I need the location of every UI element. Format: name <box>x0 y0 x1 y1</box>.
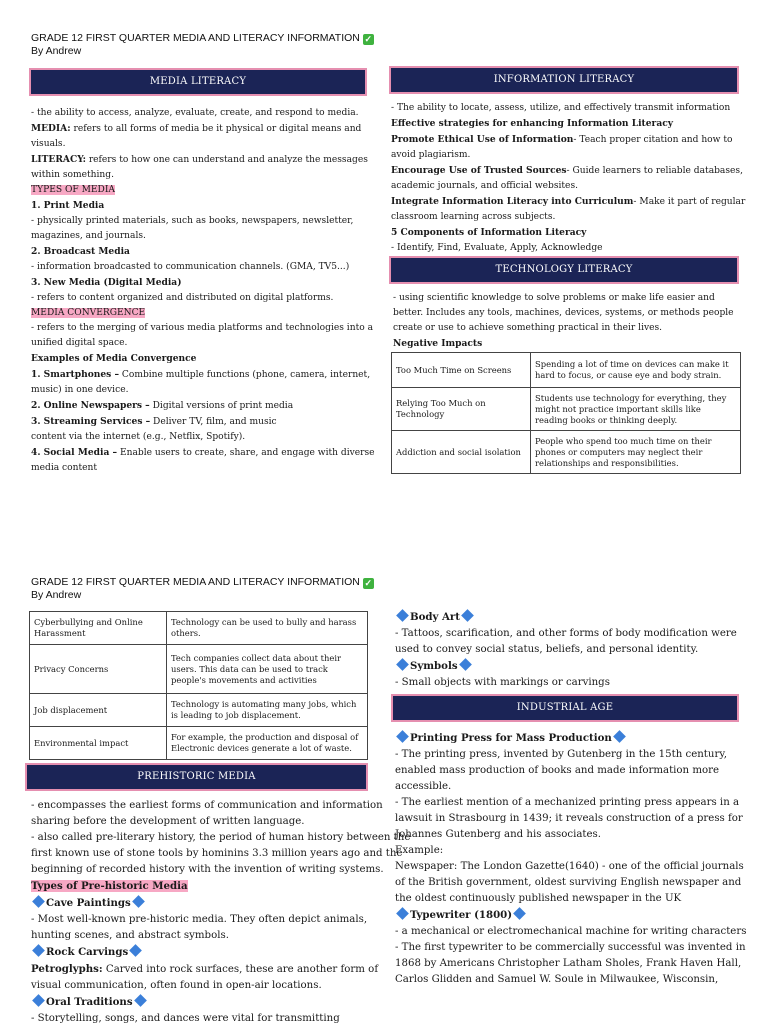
ml-line: within something. <box>31 170 114 180</box>
ml-media-def: refers to all forms of media be it physical or digital means and <box>73 124 362 134</box>
page1-header-title: GRADE 12 FIRST QUARTER MEDIA AND LITERACY INFORMATION <box>31 32 360 44</box>
ia-line: lawsuit in Strasbourg in 1439; it reveals construction of a press for <box>395 813 743 824</box>
table-row: Addiction and social isolation People who spend too much time on their phones or computers may neglect their relationships and responsibilities. <box>392 431 741 474</box>
ph-line: hunting scenes, and abstract symbols. <box>31 930 229 941</box>
media-literacy-body <box>31 106 375 476</box>
ph-line: - also called pre-literary history, the period of human history between the <box>31 832 411 843</box>
ia-line: enabled mass production of books and made information more <box>395 765 720 776</box>
diamond-icon <box>396 658 409 671</box>
ph-line: first known use of stone tools by hominins 3.3 million years ago and the <box>31 848 403 859</box>
technology-literacy-heading: TECHNOLOGY LITERACY <box>389 256 739 284</box>
table-row: Job displacement Technology is automating many jobs, which is leading to job displacement. <box>30 694 368 727</box>
table-row: Environmental impact For example, the production and disposal of Electronic devices generate a lot of waste. <box>30 727 368 760</box>
ia-line: Johannes Gutenberg and his associates. <box>395 829 602 840</box>
table-row: Relying Too Much on Technology Students use technology for everything, they might not practice important skills like reading books or thinking deeply. <box>392 388 741 431</box>
diamond-icon <box>459 658 472 671</box>
ph-line: - Most well-known pre-historic media. They often depict animals, <box>31 914 368 925</box>
ph-line: Rock Carvings <box>31 944 410 961</box>
il-line: academic journals, and official websites. <box>391 181 578 191</box>
ia-line: Typewriter (1800) <box>395 907 746 924</box>
ml-line: - information broadcasted to communication channels. (GMA, TV5...) <box>31 262 350 272</box>
ia-line: Carlos Glidden and Samuel W. Soule in Milwaukee, Wisconsin, <box>395 974 719 985</box>
tl-line: Negative Impacts <box>393 338 483 349</box>
ph-line: Cave Paintings <box>31 895 410 912</box>
diamond-icon <box>396 730 409 743</box>
ph-line: - encompasses the earliest forms of communication and information <box>31 800 383 811</box>
prehistoric-media-heading: PREHISTORIC MEDIA <box>25 763 368 791</box>
ba-line: - Small objects with markings or carvings <box>395 677 610 688</box>
ml-line: - refers to the merging of various media platforms and technologies into a <box>31 323 374 333</box>
ia-line: - The first typewriter to be commercially successful was invented in <box>395 942 746 953</box>
il-line: - Identify, Find, Evaluate, Apply, Acknowledge <box>391 243 603 253</box>
il-line: classroom learning across subjects. <box>391 212 556 222</box>
types-of-media-label: TYPES OF MEDIA <box>31 185 116 195</box>
industrial-body <box>395 730 746 988</box>
body-art-symbols-body <box>395 609 737 691</box>
ia-line: accessible. <box>395 781 452 792</box>
media-convergence-label: MEDIA CONVERGENCE <box>31 308 146 318</box>
ml-line: media content <box>31 463 98 473</box>
ia-line: 1868 by Americans Christopher Latham Sholes, Frank Haven Hall, <box>395 958 742 969</box>
ml-line: 3. New Media (Digital Media) <box>31 277 182 288</box>
diamond-icon <box>396 609 409 622</box>
ph-line: beginning of recorded history with the invention of writing systems. <box>31 864 384 875</box>
ml-line: - the ability to access, analyze, evaluate, create, and respond to media. <box>31 108 359 118</box>
ml-line: magazines, and journals. <box>31 231 146 241</box>
tl-line: better. Includes any tools, machines, devices, systems, or methods people <box>393 308 734 318</box>
tl-line: create or use to achieve something practical in their lives. <box>393 323 663 333</box>
ia-line: Newspaper: The London Gazette(1640) - one of the official journals <box>395 861 744 872</box>
ml-line: visuals. <box>31 139 66 149</box>
il-line: avoid plagiarism. <box>391 150 471 160</box>
ml-line: 1. Smartphones – Combine multiple functions (phone, camera, internet, <box>31 369 371 380</box>
ph-line: - Storytelling, songs, and dances were vital for transmitting <box>31 1013 340 1024</box>
diamond-icon <box>32 994 45 1007</box>
il-line: Promote Ethical Use of Information- Teach proper citation and how to <box>391 134 733 145</box>
il-line: Encourage Use of Trusted Sources- Guide learners to reliable databases, <box>391 165 743 176</box>
il-line: Effective strategies for enhancing Information Literacy <box>391 118 674 129</box>
types-prehistoric-label: Types of Pre-historic Media <box>31 880 188 892</box>
tech-issues-table <box>29 611 368 760</box>
ml-line: - physically printed materials, such as books, newspapers, newsletter, <box>31 216 354 226</box>
prehistoric-body <box>31 798 410 1027</box>
media-literacy-heading: MEDIA LITERACY <box>29 68 367 96</box>
ml-line: 2. Online Newspapers – Digital versions of print media <box>31 400 294 411</box>
ba-line: Symbols <box>395 658 737 675</box>
ml-line: music) in one device. <box>31 385 129 395</box>
ml-line: MEDIA: refers to all forms of media be it physical or digital means and <box>31 123 362 134</box>
information-literacy-body <box>391 101 745 256</box>
check-icon: ✓ <box>364 578 373 588</box>
page2-header <box>31 576 374 602</box>
table-row: Too Much Time on Screens Spending a lot of time on devices can make it hard to focus, or cause eye and body strain. <box>392 353 741 388</box>
page2-header-title: GRADE 12 FIRST QUARTER MEDIA AND LITERACY INFORMATION <box>31 576 360 588</box>
ml-line: content via the internet (e.g., Netflix, Spotify). <box>31 432 246 442</box>
ph-line: visual communication, often found in open-air locations. <box>31 980 322 991</box>
table-row: Cyberbullying and Online Harassment Technology can be used to bully and harass others. <box>30 612 368 645</box>
ph-line: sharing before the development of written language. <box>31 816 305 827</box>
technology-literacy-body <box>393 291 734 352</box>
ph-line <box>31 878 410 895</box>
negative-impacts-table <box>391 352 741 474</box>
page2-header-author: By Andrew <box>31 589 82 601</box>
ml-line: unified digital space. <box>31 338 128 348</box>
ml-line <box>31 183 375 198</box>
diamond-icon <box>32 944 45 957</box>
diamond-icon <box>613 730 626 743</box>
ia-line: Printing Press for Mass Production <box>395 730 746 747</box>
ml-line <box>31 306 375 321</box>
ia-line: - a mechanical or electromechanical machine for writing characters <box>395 926 747 937</box>
ml-line: 2. Broadcast Media <box>31 246 130 257</box>
il-line: Integrate Information Literacy into Curriculum- Make it part of regular <box>391 196 746 207</box>
check-icon: ✓ <box>364 34 373 44</box>
ba-line: - Tattoos, scarification, and other forms of body modification were <box>395 628 737 639</box>
diamond-icon <box>132 895 145 908</box>
tl-line: - using scientific knowledge to solve problems or make life easier and <box>393 293 715 303</box>
ia-line: - The earliest mention of a mechanized printing press appears in a <box>395 797 740 808</box>
il-line: 5 Components of Information Literacy <box>391 227 587 238</box>
information-literacy-heading: INFORMATION LITERACY <box>389 66 739 94</box>
diamond-icon <box>461 609 474 622</box>
ba-line: used to convey social status, beliefs, and personal identity. <box>395 644 699 655</box>
ba-line: Body Art <box>395 609 737 626</box>
industrial-age-heading: INDUSTRIAL AGE <box>391 694 739 722</box>
ml-line: 4. Social Media – Enable users to create, share, and engage with diverse <box>31 447 375 458</box>
ml-line: - refers to content organized and distributed on digital platforms. <box>31 293 334 303</box>
ml-line: 3. Streaming Services – Deliver TV, film, and music <box>31 416 277 427</box>
ph-line: Petroglyphs: Carved into rock surfaces, these are another form of <box>31 963 379 975</box>
ml-line: LITERACY: refers to how one can understand and analyze the messages <box>31 154 368 165</box>
ia-line: - The printing press, invented by Gutenberg in the 15th century, <box>395 749 727 760</box>
ml-line: Examples of Media Convergence <box>31 353 197 364</box>
ph-line: Oral Traditions <box>31 994 410 1011</box>
ia-line: the oldest continuously published newspaper in the UK <box>395 893 682 904</box>
diamond-icon <box>134 994 147 1007</box>
ia-line: Example: <box>395 845 444 856</box>
diamond-icon <box>396 907 409 920</box>
il-line: - The ability to locate, assess, utilize, and effectively transmit information <box>391 103 731 113</box>
diamond-icon <box>129 944 142 957</box>
ia-line: of the British government, oldest surviving English newspaper and <box>395 877 742 888</box>
diamond-icon <box>32 895 45 908</box>
diamond-icon <box>513 907 526 920</box>
page1-header <box>31 32 374 58</box>
ml-line: 1. Print Media <box>31 200 105 211</box>
table-row: Privacy Concerns Tech companies collect data about their users. This data can be used to track people's movements and activities <box>30 645 368 694</box>
page1-header-author: By Andrew <box>31 45 82 57</box>
